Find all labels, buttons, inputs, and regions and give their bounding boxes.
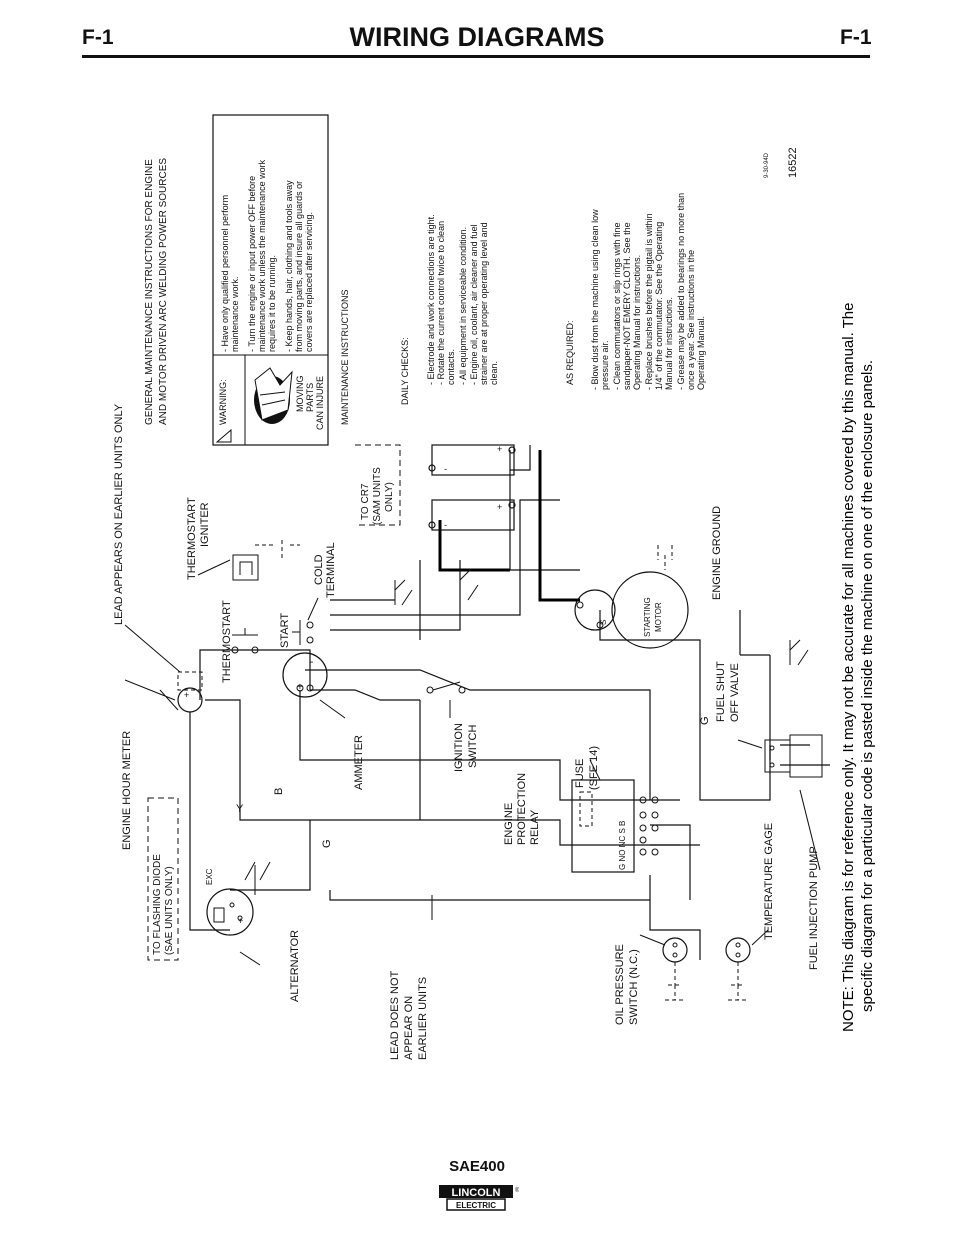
- starter-s-label: S: [599, 619, 608, 625]
- date-code: 9-30-94D: [764, 152, 770, 178]
- required-item-3b: 1/4" of the commutator. See the Operating: [654, 221, 664, 390]
- warning-item-2a: - Turn the engine or input power OFF before: [247, 175, 257, 352]
- battery-ground-symbol: [460, 560, 478, 600]
- thermostart-switch: [232, 628, 258, 653]
- ammeter-pointer: [320, 700, 345, 718]
- required-item-2b: sandpaper-NOT EMERY CLOTH. See the: [622, 222, 632, 390]
- fuse-label: FUSE: [574, 758, 586, 788]
- starting-motor: [575, 572, 688, 648]
- battery-minus-2: -: [444, 520, 447, 530]
- lead-appears-label: LEAD APPEARS ON EARLIER UNITS ONLY: [113, 403, 125, 625]
- maintenance-heading: MAINTENANCE INSTRUCTIONS: [340, 289, 350, 425]
- start-label: START: [279, 612, 291, 648]
- required-item-4b: once a year. See instructions in the: [686, 249, 696, 390]
- daily-checks-heading: DAILY CHECKS:: [400, 337, 410, 405]
- lead-not-label-1: LEAD DOES NOT: [389, 970, 401, 1060]
- ammeter-minus: -: [310, 657, 314, 668]
- logo-top-text: LINCOLN: [451, 1187, 501, 1199]
- daily-check-1: - Electrode and work connections are tight.: [426, 214, 436, 385]
- alternator-plus: +: [238, 916, 244, 926]
- flashing-diode-label-1: TO FLASHING DIODE: [152, 854, 163, 955]
- ammeter-label: AMMETER: [353, 735, 365, 790]
- required-item-3a: - Replace brushes before the pigtail is within: [644, 213, 654, 390]
- fuel-shut-label-1: FUEL SHUT: [715, 661, 727, 722]
- logo-bottom-text: ELECTRIC: [456, 1201, 496, 1210]
- logo-registered-mark: ®: [515, 1188, 519, 1194]
- oil-switch-label-1: OIL PRESSURE: [614, 944, 626, 1025]
- lead-not-label-3: EARLIER UNITS: [417, 976, 429, 1060]
- relay-label-1: ENGINE: [503, 802, 515, 845]
- igniter-label-1: THERMOSTART: [186, 497, 198, 580]
- engine-ground-label: ENGINE GROUND: [711, 505, 723, 600]
- thermostart-label: THERMOSTART: [221, 600, 233, 683]
- warning-triangle-icon: [217, 430, 231, 442]
- daily-check-3: - All equipment in serviceable condition.: [458, 226, 468, 385]
- ignition-label-1: IGNITION: [453, 723, 465, 772]
- engine-ground-symbol: [790, 640, 808, 665]
- moving-parts-label-3: CAN INJURE: [315, 375, 325, 430]
- ammeter-plus: +: [297, 682, 303, 693]
- igniter-label-2: IGNITER: [199, 502, 211, 547]
- drawing-number: 16522: [787, 147, 799, 178]
- ammeter: [283, 653, 327, 697]
- warning-item-1a: - Have only qualified personnel perform: [220, 194, 230, 352]
- daily-check-4c: clean.: [489, 360, 499, 385]
- warning-item-1b: maintenance work.: [230, 276, 240, 352]
- cold-terminal-ground: [395, 580, 412, 605]
- oil-switch-label-2: SWITCH (N.C.): [628, 949, 640, 1025]
- fuel-shut-label-2: OFF VALVE: [729, 663, 741, 722]
- lead-appears-pointer: [125, 625, 180, 672]
- starting-motor-label-2: MOTOR: [654, 602, 663, 632]
- model-name: SAE400: [449, 1158, 505, 1175]
- required-item-4a: - Grease may be added to bearings no more than: [676, 192, 686, 390]
- battery-plus-2: +: [497, 502, 503, 512]
- daily-check-2a: - Rotate the current control twice to clean: [436, 220, 446, 385]
- daily-check-2b: contacts.: [446, 348, 456, 385]
- wire-g-label: G: [321, 839, 333, 848]
- lead-appears-box: [178, 672, 202, 690]
- motor-ground-symbol: [658, 545, 672, 570]
- warning-item-2b: maintenance work unless the maintenance work: [257, 159, 267, 352]
- engine-hour-meter-label: ENGINE HOUR METER: [121, 730, 133, 850]
- wire-y-label: Y: [236, 803, 244, 815]
- fuel-wire-g-label: G: [699, 716, 711, 725]
- daily-check-4b: strainer are at proper operating level and: [479, 222, 489, 385]
- terminal-label: TERMINAL: [325, 542, 337, 598]
- fuel-pump-label: FUEL INJECTION PUMP: [808, 846, 820, 970]
- required-item-1b: pressure air.: [600, 340, 610, 390]
- starting-motor-label-1: STARTING: [643, 597, 652, 637]
- cold-terminal-pointer: [308, 598, 318, 620]
- temperature-gage: [726, 938, 750, 1000]
- daily-check-4a: - Engine oil, coolant, air cleaner and fuel: [469, 224, 479, 385]
- alternator: [207, 889, 253, 935]
- required-item-3c: Manual for instructions.: [664, 296, 674, 390]
- to-cr7-label-1: TO CR7: [360, 483, 371, 520]
- to-cr7-label-3: ONLY): [384, 482, 395, 512]
- exc-label: EXC: [205, 868, 214, 885]
- flashing-diode-label-2: (SAE UNITS ONLY): [164, 866, 175, 955]
- general-maint-line-2: AND MOTOR DRIVEN ARC WELDING POWER SOURCES: [158, 157, 169, 425]
- batteries: [429, 445, 515, 530]
- general-maint-line-1: GENERAL MAINTENANCE INSTRUCTIONS FOR ENGINE: [144, 159, 155, 425]
- warning-item-3c: covers are replaced after servicing.: [304, 211, 314, 352]
- temperature-gage-label: TEMPERATURE GAGE: [763, 822, 775, 940]
- start-switch: [292, 620, 313, 645]
- section-number-left: F-1: [82, 26, 114, 49]
- ignition-switch: [427, 682, 465, 693]
- cold-label: COLD: [313, 554, 325, 585]
- moving-parts-hand-icon: [254, 368, 292, 424]
- alternator-label: ALTERNATOR: [289, 929, 301, 1002]
- fuel-shut-off-valve: [765, 735, 822, 777]
- as-required-heading: AS REQUIRED:: [565, 320, 575, 385]
- relay-label-3: RELAY: [529, 809, 541, 845]
- hour-meter-pointer: [125, 680, 178, 710]
- required-item-2a: - Clean commutators or slip rings with fine: [612, 222, 622, 390]
- wire-b-label: B: [273, 787, 285, 795]
- warning-item-2c: requires it to be running.: [267, 254, 277, 352]
- page-title: WIRING DIAGRAMS: [349, 22, 605, 52]
- battery-plus-1: +: [497, 444, 503, 454]
- ignition-label-2: SWITCH: [467, 724, 479, 768]
- note-line-2: specific diagram for a particular code is pasted inside the machine on one of the enclosure panels.: [859, 359, 876, 1012]
- battery-minus-1: -: [444, 464, 447, 474]
- required-item-2c: Operating Manual for instructions.: [632, 254, 642, 390]
- engine-hour-meter: [178, 688, 202, 712]
- lincoln-electric-logo: [437, 1183, 519, 1213]
- relay-terminals: G NO NC S B: [618, 820, 627, 870]
- required-item-4c: Operating Manual.: [696, 315, 706, 390]
- igniter-pointer: [198, 560, 230, 575]
- thermostart-igniter: [233, 540, 300, 580]
- moving-parts-label-2: PARTS: [305, 382, 315, 412]
- note-line-1: NOTE: This diagram is for reference only. It may not be accurate for all machines covered by this manual. The: [840, 302, 857, 1032]
- oil-pressure-switch: [663, 938, 687, 1000]
- warning-label: WARNING:: [218, 379, 228, 425]
- fuse-rating-label: (SFE 14): [588, 745, 600, 790]
- engine-protection-relay: [572, 780, 658, 872]
- svg-text:+: +: [184, 690, 190, 700]
- to-cr7-label-2: (SAM UNITS: [372, 467, 383, 525]
- required-item-1a: - Blow dust from the machine using clean low: [590, 209, 600, 390]
- section-number-right: F-1: [840, 26, 872, 49]
- alternator-pointer: [240, 952, 260, 965]
- warning-item-3a: - Keep hands, hair, clothing and tools away: [284, 180, 294, 352]
- lead-not-label-2: APPEAR ON: [403, 995, 415, 1060]
- oil-switch-pointer: [640, 935, 665, 945]
- warning-item-3b: from moving parts, and insure all guards or: [294, 180, 304, 352]
- relay-label-2: PROTECTION: [516, 772, 528, 845]
- fuel-valve-pointer: [738, 740, 762, 748]
- moving-parts-label-1: MOVING: [295, 375, 305, 412]
